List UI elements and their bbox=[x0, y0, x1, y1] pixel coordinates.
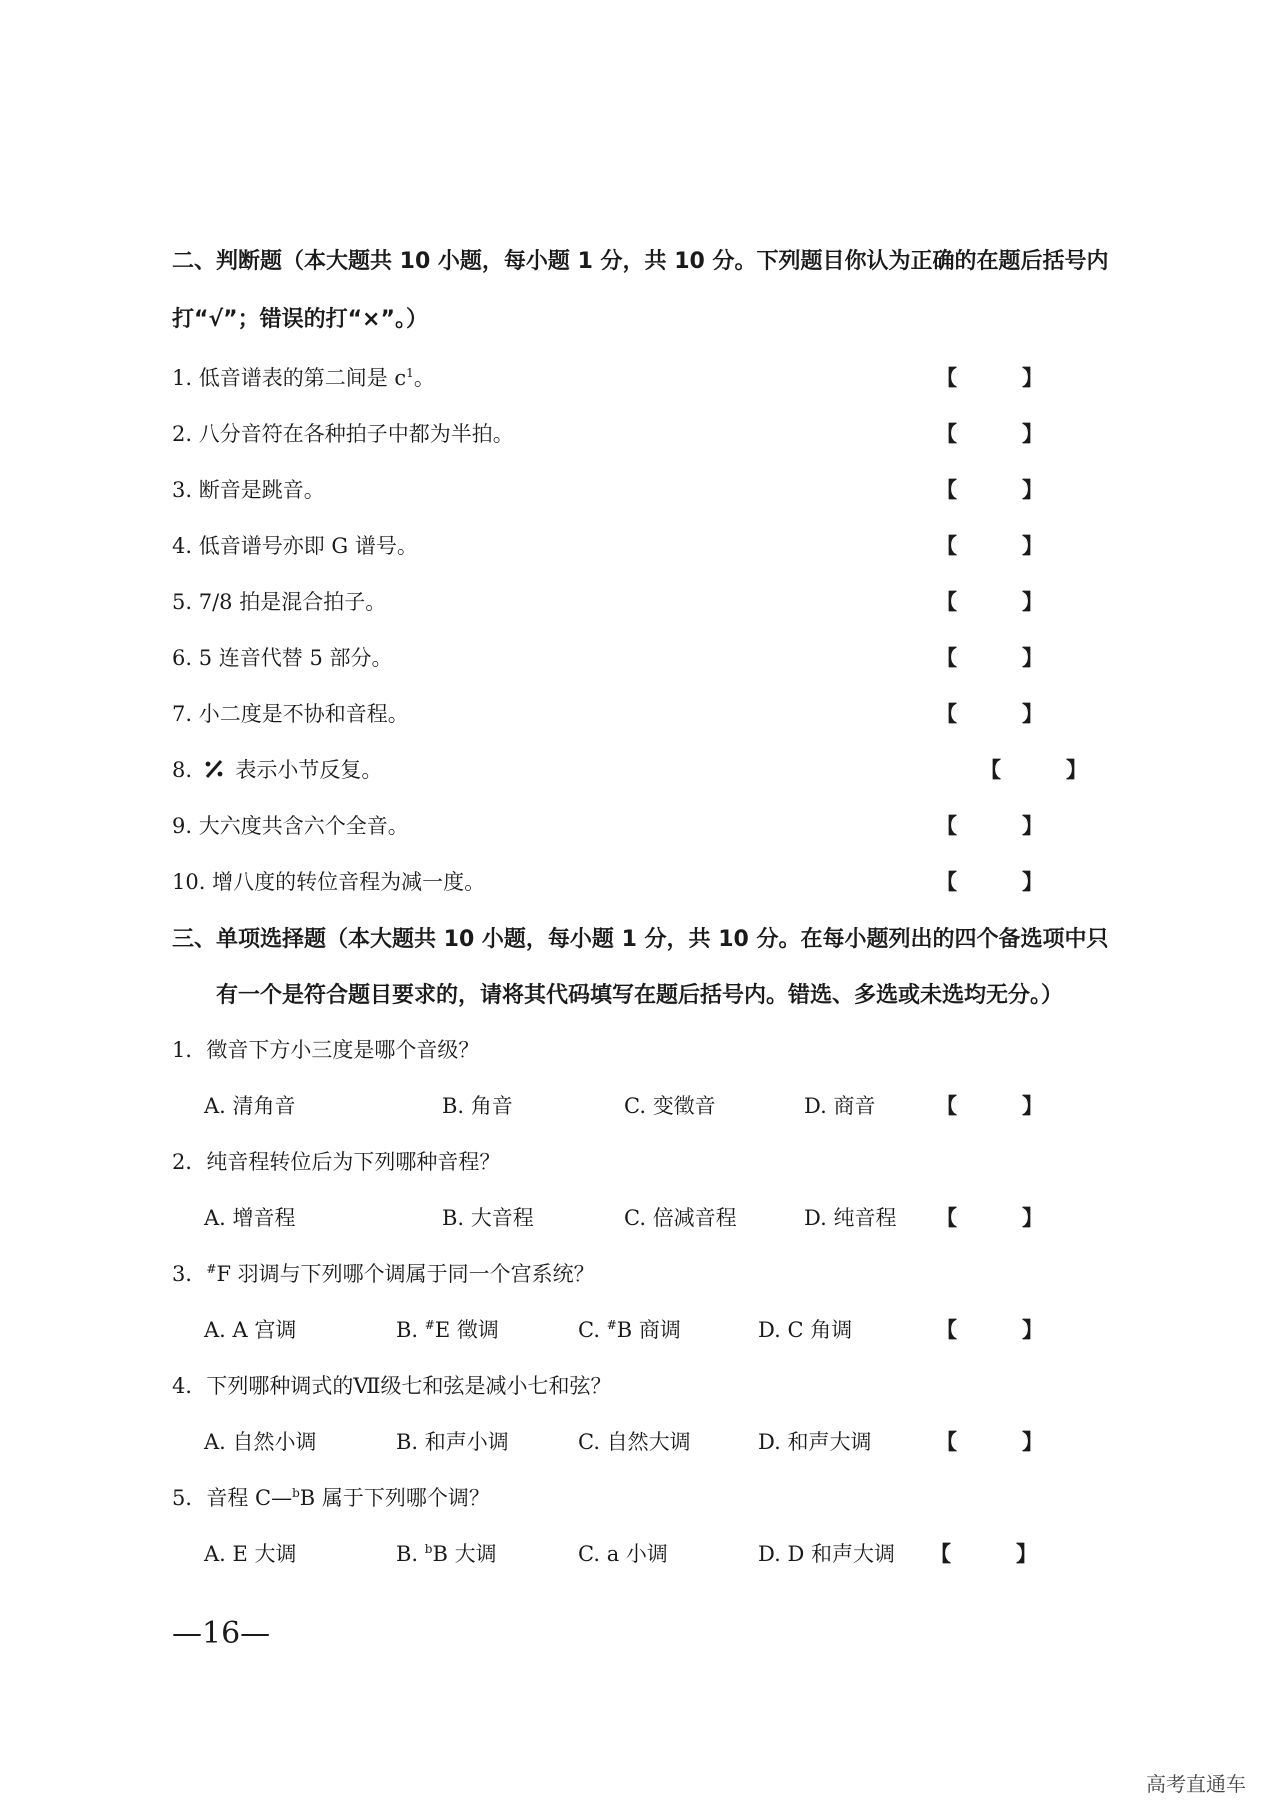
choice-question-4: 4．下列哪种调式的Ⅶ级七和弦是减小七和弦？ bbox=[172, 1374, 612, 1398]
option-text: 自然大调 bbox=[606, 1430, 691, 1454]
option-d bbox=[804, 1090, 875, 1120]
judge-item-8 bbox=[172, 754, 382, 784]
option-text: B 商调 bbox=[616, 1318, 681, 1342]
item-number: 3. bbox=[172, 478, 193, 502]
item-text: 7/8 拍是混合拍子。 bbox=[198, 590, 387, 614]
option-text: 增音程 bbox=[232, 1206, 296, 1230]
answer-bracket-open: 【 bbox=[980, 758, 1001, 782]
item-number: 2. bbox=[172, 422, 193, 446]
superscript: 1 bbox=[406, 366, 414, 380]
option-a bbox=[204, 1202, 296, 1232]
item-text: 增八度的转位音程为减一度。 bbox=[212, 870, 486, 894]
answer-bracket-open: 【 bbox=[930, 1542, 951, 1566]
option-letter: B. bbox=[442, 1094, 465, 1118]
judge-item-7 bbox=[172, 698, 409, 728]
option-letter: B. bbox=[396, 1542, 419, 1566]
answer-bracket-open: 【 bbox=[936, 870, 957, 894]
choice-question-5 bbox=[172, 1482, 490, 1512]
option-b bbox=[396, 1426, 509, 1456]
option-letter: C. bbox=[578, 1430, 600, 1454]
option-d bbox=[758, 1426, 871, 1456]
measure-repeat-icon bbox=[203, 759, 225, 779]
option-c bbox=[624, 1090, 716, 1120]
section3-heading-line1: 三、单项选择题（本大题共 10 小题，每小题 1 分，共 10 分。在每小题列出的四个备选项中只 bbox=[172, 927, 1109, 952]
item-number: 7. bbox=[172, 702, 193, 726]
item-number: 6. bbox=[172, 646, 193, 670]
option-text: 大音程 bbox=[470, 1206, 534, 1230]
answer-bracket-close: 】 bbox=[1022, 814, 1043, 838]
question-text-end: B 属于下列哪个调？ bbox=[299, 1486, 490, 1510]
choice-question-2: 2．纯音程转位后为下列哪种音程？ bbox=[172, 1150, 501, 1174]
answer-bracket-open: 【 bbox=[936, 646, 957, 670]
option-d bbox=[804, 1202, 896, 1232]
answer-bracket-open: 【 bbox=[936, 366, 957, 390]
answer-bracket-close: 】 bbox=[1022, 1430, 1043, 1454]
option-text: B 大调 bbox=[432, 1542, 497, 1566]
answer-bracket-open: 【 bbox=[936, 1206, 957, 1230]
answer-bracket-close: 】 bbox=[1022, 534, 1043, 558]
answer-bracket-close: 】 bbox=[1022, 870, 1043, 894]
answer-bracket-open: 【 bbox=[936, 814, 957, 838]
judge-item-3 bbox=[172, 474, 325, 504]
answer-bracket-open: 【 bbox=[936, 478, 957, 502]
option-letter: D. bbox=[804, 1094, 827, 1118]
option-letter: C. bbox=[578, 1542, 600, 1566]
item-text-end: 。 bbox=[413, 366, 435, 390]
item-number: 4. bbox=[172, 534, 193, 558]
judge-item-10 bbox=[172, 866, 485, 896]
answer-bracket-open: 【 bbox=[936, 1094, 957, 1118]
answer-bracket-close: 】 bbox=[1066, 758, 1087, 782]
item-text: 大六度共含六个全音。 bbox=[198, 814, 409, 838]
option-letter: C. bbox=[624, 1094, 646, 1118]
item-number: 9. bbox=[172, 814, 193, 838]
option-a bbox=[204, 1314, 296, 1344]
option-text: 变徵音 bbox=[652, 1094, 716, 1118]
answer-bracket-close: 】 bbox=[1022, 590, 1043, 614]
judge-item-9 bbox=[172, 810, 409, 840]
option-c bbox=[578, 1426, 691, 1456]
option-text: 角音 bbox=[470, 1094, 513, 1118]
option-b bbox=[442, 1090, 513, 1120]
option-text: 和声大调 bbox=[787, 1430, 872, 1454]
section3-heading-line2: 有一个是符合题目要求的，请将其代码填写在题后括号内。错选、多选或未选均无分。） bbox=[216, 983, 1064, 1008]
item-text: 小二度是不协和音程。 bbox=[198, 702, 409, 726]
answer-bracket-close: 】 bbox=[1022, 1206, 1043, 1230]
option-text: 和声小调 bbox=[424, 1430, 509, 1454]
item-number: 5. bbox=[172, 590, 193, 614]
option-text: D 和声大调 bbox=[787, 1542, 895, 1566]
option-letter: D. bbox=[758, 1318, 781, 1342]
option-a bbox=[204, 1090, 296, 1120]
page-number: —16— bbox=[172, 1616, 271, 1651]
option-a bbox=[204, 1538, 297, 1568]
option-text: E 徵调 bbox=[434, 1318, 499, 1342]
answer-bracket-open: 【 bbox=[936, 702, 957, 726]
item-text: 断音是跳音。 bbox=[198, 478, 325, 502]
option-text: C 角调 bbox=[787, 1318, 853, 1342]
option-letter: D. bbox=[804, 1206, 827, 1230]
judge-item-5 bbox=[172, 586, 386, 616]
option-b bbox=[442, 1202, 534, 1232]
answer-bracket-close: 】 bbox=[1022, 646, 1043, 670]
option-text: a 小调 bbox=[606, 1542, 668, 1566]
option-letter: B. bbox=[442, 1206, 465, 1230]
option-text: 清角音 bbox=[232, 1094, 296, 1118]
item-text: 表示小节反复。 bbox=[235, 758, 383, 782]
answer-bracket-close: 】 bbox=[1016, 1542, 1037, 1566]
option-letter: A. bbox=[204, 1318, 226, 1342]
answer-bracket-close: 】 bbox=[1022, 702, 1043, 726]
question-number: 3． bbox=[172, 1262, 207, 1286]
option-c bbox=[578, 1538, 668, 1568]
item-number: 1. bbox=[172, 366, 193, 390]
section2-heading-line2: 打“√”；错误的打“×”。） bbox=[172, 307, 428, 332]
option-letter: C. bbox=[578, 1318, 600, 1342]
judge-item-6 bbox=[172, 642, 392, 672]
sharp-sign: # bbox=[206, 1262, 217, 1276]
option-d bbox=[758, 1314, 852, 1344]
answer-bracket-close: 】 bbox=[1022, 478, 1043, 502]
choice-question-3 bbox=[172, 1258, 595, 1288]
item-number: 10. bbox=[172, 870, 206, 894]
answer-bracket-close: 】 bbox=[1022, 422, 1043, 446]
option-text: A 宫调 bbox=[232, 1318, 297, 1342]
option-letter: A. bbox=[204, 1542, 226, 1566]
choice-question-1: 1．徵音下方小三度是哪个音级？ bbox=[172, 1038, 480, 1062]
item-text: 低音谱号亦即 G 谱号。 bbox=[198, 534, 418, 558]
answer-bracket-close: 】 bbox=[1022, 366, 1043, 390]
option-c bbox=[578, 1314, 681, 1344]
sharp-sign: # bbox=[606, 1318, 617, 1332]
option-text: 自然小调 bbox=[232, 1430, 317, 1454]
answer-bracket-open: 【 bbox=[936, 590, 957, 614]
sharp-sign: # bbox=[424, 1318, 435, 1332]
option-text: E 大调 bbox=[232, 1542, 297, 1566]
answer-bracket-open: 【 bbox=[936, 1430, 957, 1454]
judge-item-1 bbox=[172, 362, 435, 392]
judge-item-4 bbox=[172, 530, 418, 560]
item-text: 低音谱表的第二间是 c bbox=[198, 366, 407, 390]
option-letter: D. bbox=[758, 1542, 781, 1566]
answer-bracket-open: 【 bbox=[936, 1318, 957, 1342]
option-letter: A. bbox=[204, 1094, 226, 1118]
option-d bbox=[758, 1538, 895, 1568]
flat-sign: b bbox=[424, 1542, 433, 1556]
option-text: 倍减音程 bbox=[652, 1206, 737, 1230]
question-text: 5．音程 C— bbox=[172, 1486, 293, 1510]
option-letter: B. bbox=[396, 1318, 419, 1342]
item-text: 5 连音代替 5 部分。 bbox=[198, 646, 393, 670]
option-text: 纯音程 bbox=[833, 1206, 897, 1230]
option-letter: B. bbox=[396, 1430, 419, 1454]
flat-sign: b bbox=[292, 1486, 300, 1500]
answer-bracket-close: 】 bbox=[1022, 1094, 1043, 1118]
option-b bbox=[396, 1538, 497, 1568]
question-text: F 羽调与下列哪个调属于同一个宫系统？ bbox=[216, 1262, 595, 1286]
watermark-text: 高考直通车 bbox=[1146, 1772, 1246, 1796]
answer-bracket-open: 【 bbox=[936, 534, 957, 558]
answer-bracket-close: 】 bbox=[1022, 1318, 1043, 1342]
judge-item-2 bbox=[172, 418, 514, 448]
option-a bbox=[204, 1426, 317, 1456]
option-letter: D. bbox=[758, 1430, 781, 1454]
option-letter: A. bbox=[204, 1206, 226, 1230]
option-letter: C. bbox=[624, 1206, 646, 1230]
option-c bbox=[624, 1202, 737, 1232]
option-b bbox=[396, 1314, 499, 1344]
section2-heading-line1: 二、判断题（本大题共 10 小题，每小题 1 分，共 10 分。下列题目你认为正确的在题后括号内 bbox=[172, 249, 1109, 274]
option-text: 商音 bbox=[833, 1094, 876, 1118]
item-number: 8. bbox=[172, 758, 193, 782]
item-text: 八分音符在各种拍子中都为半拍。 bbox=[198, 422, 514, 446]
answer-bracket-open: 【 bbox=[936, 422, 957, 446]
option-letter: A. bbox=[204, 1430, 226, 1454]
